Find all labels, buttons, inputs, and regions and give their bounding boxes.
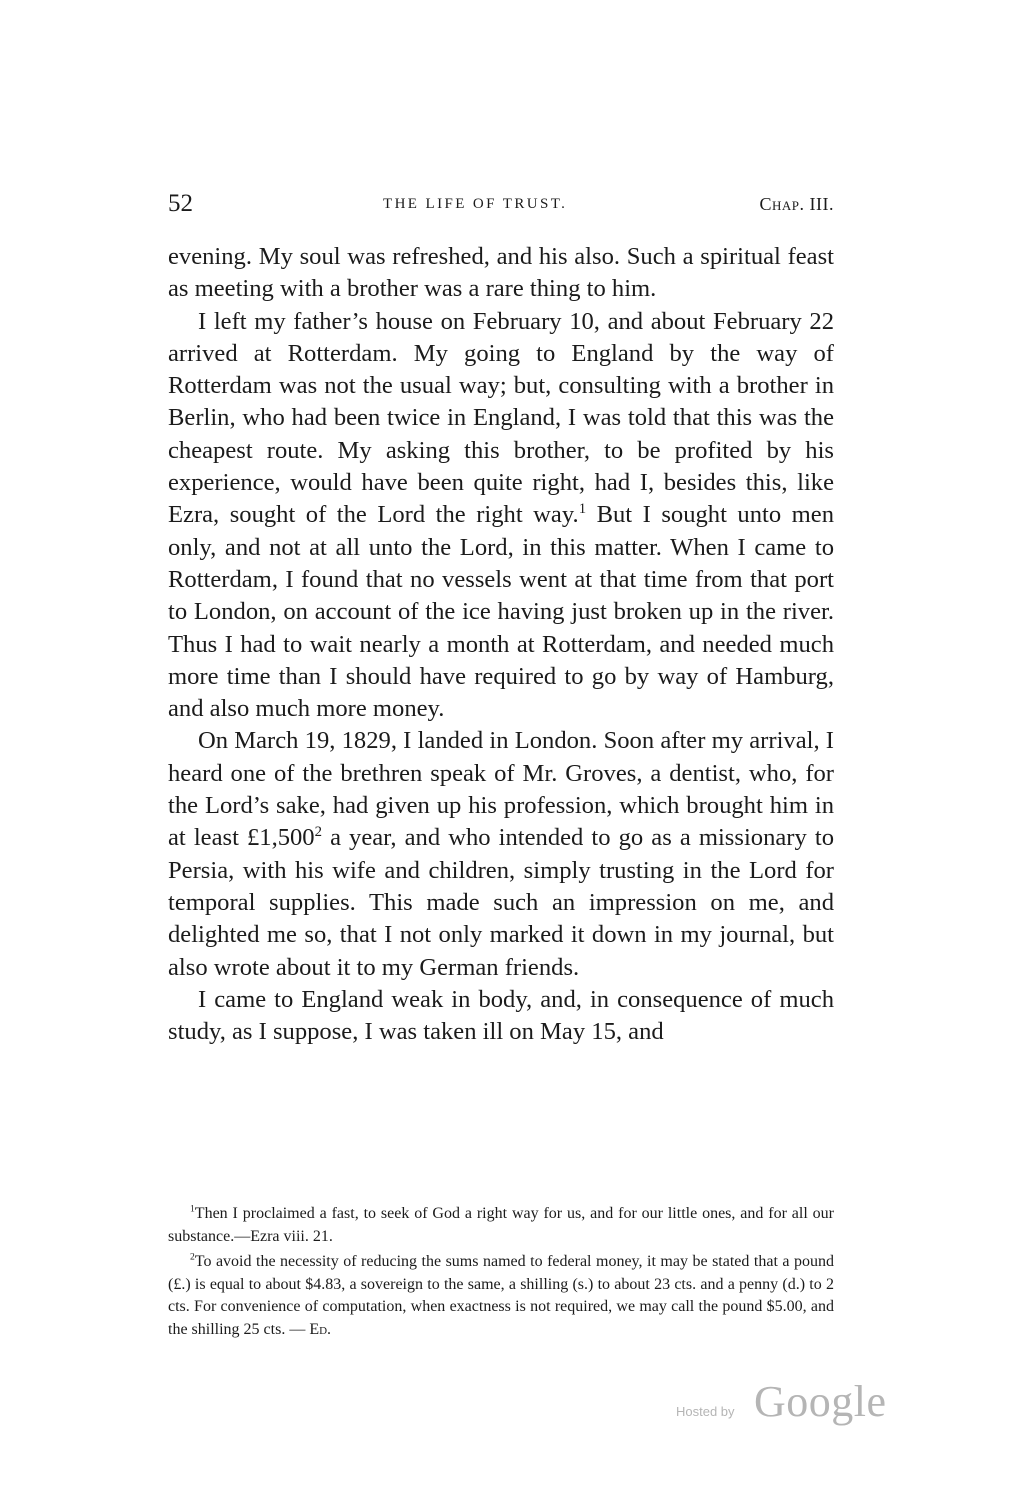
page-header: [168, 190, 834, 220]
footnote-1-mark: 1: [190, 1203, 195, 1215]
page-number: 52: [168, 190, 193, 217]
paragraph-4: I came to England weak in body, and, in consequence of much study, as I suppose, I was taken ill on May 15, and: [168, 985, 834, 1046]
paragraph-2: [168, 306, 834, 726]
paragraph-2-part-a: I left my father’s house on February 10, and about February 22 arrived at Rotterdam. My going to England by the way of Rotterdam was not the usual way; but, consulting with a brother in Berlin, who had been twice in England, I was told that this was the cheapest route. My asking this brother, to be profited by his experience, would have been quite right, had I, besides this, like Ezra, sought of the Lord the right way.: [168, 307, 834, 529]
footnote-2: [168, 1251, 834, 1341]
footnote-ref-1: 1: [578, 501, 587, 518]
hosted-by-google-watermark: [676, 1377, 887, 1442]
chapter-label: Chap. III.: [759, 194, 834, 214]
footnote-1: [168, 1203, 834, 1248]
hosted-by-label: Hosted by: [676, 1404, 735, 1419]
editor-signature: Ed.: [309, 1320, 332, 1338]
footnote-ref-2: 2: [314, 824, 322, 841]
google-logo: Google: [754, 1377, 887, 1426]
paragraph-3-part-a: On March 19, 1829, I landed in London. Soon after my arrival, I heard one of the brethren speak of Mr. Groves, a dentist, who, for the Lord’s sake, had given up his profession, which brought him in at least £1,500: [168, 727, 834, 852]
footnotes: [168, 1203, 834, 1344]
body-text: [168, 241, 834, 1048]
paragraph-3: [168, 725, 834, 983]
paragraph-2-part-b: But I sought unto men only, and not at all unto the Lord, in this matter. When I came to Rotterdam, I found that no vessels went at that time from that port to London, on account of the ice having just broken up in the river. Thus I had to wait nearly a month at Rotterdam, and needed much more time than I should have required to go by way of Hamburg, and also much more money.: [168, 501, 834, 723]
running-title: THE LIFE OF TRUST.: [383, 196, 568, 212]
footnote-2-mark: 2: [190, 1251, 195, 1263]
paragraph-3-part-b: a year, and who intended to go as a missionary to Persia, with his wife and children, simply trusting in the Lord for temporal supplies. This made such an impression on me, and delighted me so, that I not only marked it down in my journal, but also wrote about it to my German friends.: [168, 824, 834, 981]
footnote-1-text: Then I proclaimed a fast, to seek of God a right way for us, and for our little ones, and for all our substance.—Ezra viii. 21.: [168, 1205, 834, 1245]
footnote-2-text: To avoid the necessity of reducing the sums named to federal money, it may be stated that a pound (£.) is equal to about $4.83, a sovereign to the same, a shilling (s.) to about 23 cts. and a penny (d.) to 2 cts. For convenience of computation, when exactness is not required, we may call the pound $5.00, and the shilling 25 cts. —: [168, 1253, 834, 1338]
paragraph-1: evening. My soul was refreshed, and his also. Such a spiritual feast as meeting with a brother was a rare thing to him.: [168, 243, 834, 303]
